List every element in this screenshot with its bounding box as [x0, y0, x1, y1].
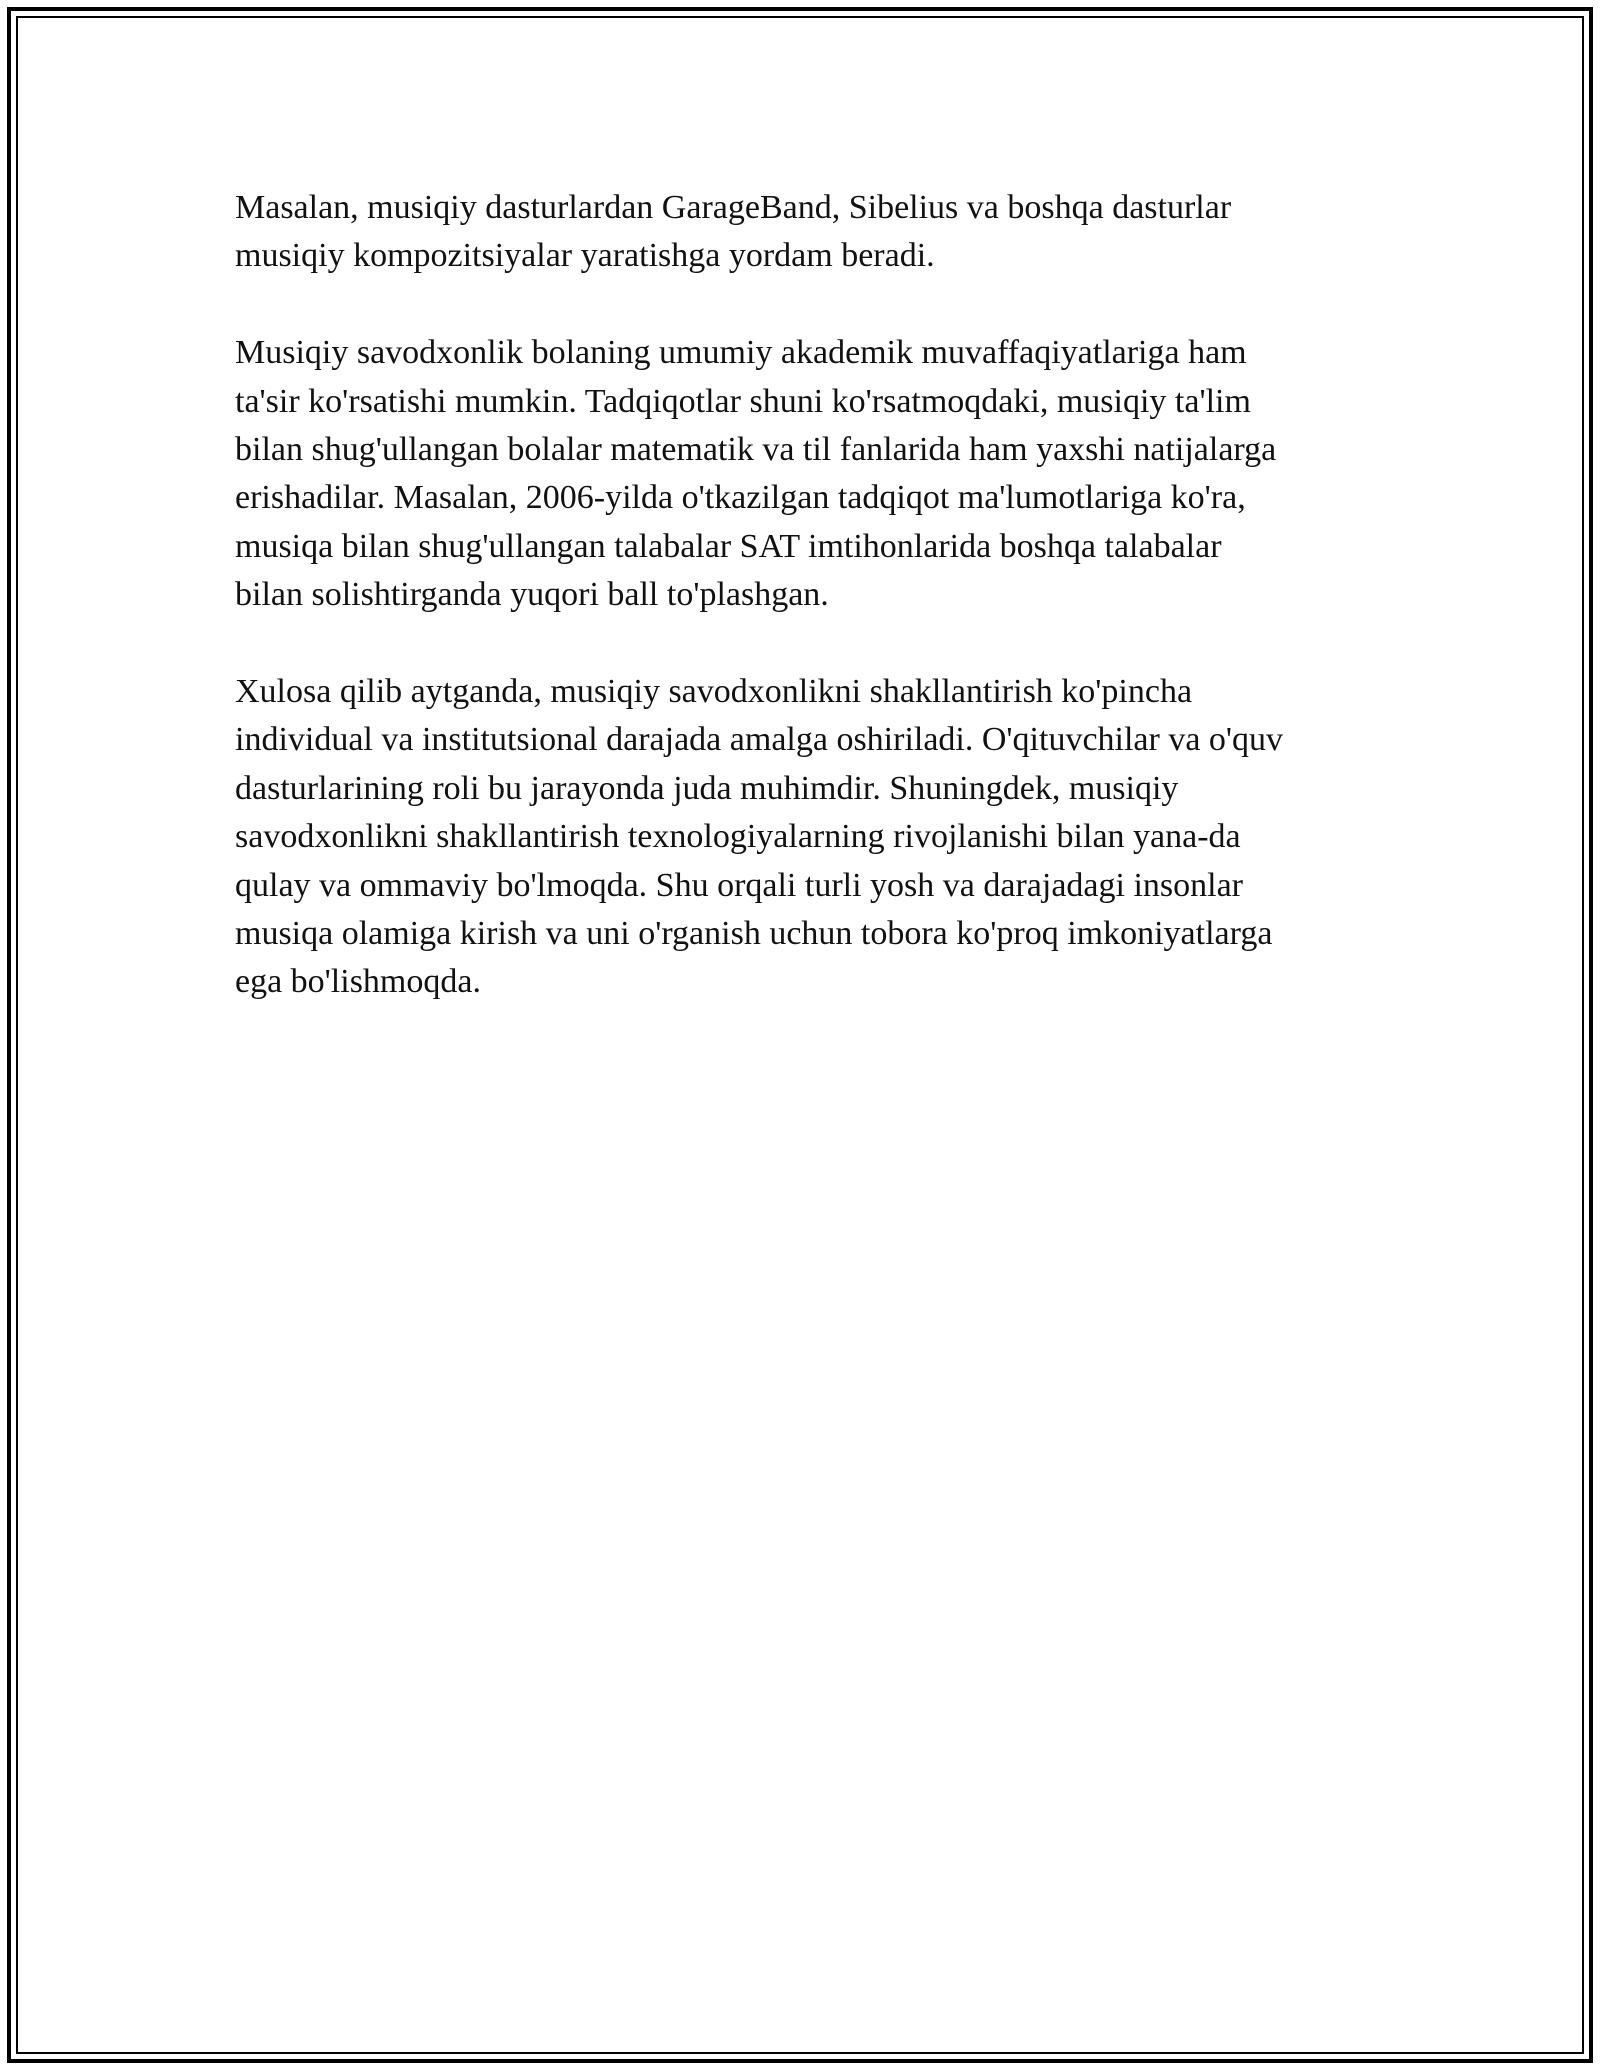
text-line: ta'sir ko'rsatishi mumkin. Tadqiqotlar shuni ko'rsatmoqdaki, musiqiy ta'lim [235, 382, 1251, 420]
text-line: Xulosa qilib aytganda, musiqiy savodxonlikni shakllantirish ko'pincha [235, 673, 1193, 711]
text-line: erishadilar. Masalan, 2006-yilda o'tkazilgan tadqiqot ma'lumotlariga ko'ra, [235, 479, 1246, 517]
text-line: dasturlarining roli bu jarayonda juda muhimdir. Shuningdek, musiqiy [235, 769, 1179, 807]
paragraph-1 [235, 184, 1395, 281]
text-line: bilan shug'ullangan bolalar matematik va til fanlarida ham yaxshi natijalarga [235, 431, 1277, 469]
text-line: musiqa bilan shug'ullangan talabalar SAT imtihonlarida boshqa talabalar [235, 527, 1222, 565]
text-line: Musiqiy savodxonlik bolaning umumiy akademik muvaffaqiyatlariga ham [235, 334, 1247, 372]
text-line: individual va institutsional darajada amalga oshiriladi. O'qituvchilar va o'quv [235, 721, 1284, 759]
text-line: qulay va ommaviy bo'lmoqda. Shu orqali turli yosh va darajadagi insonlar [235, 866, 1243, 904]
text-line: bilan solishtirganda yuqori ball to'plashgan. [235, 576, 829, 614]
text-line: ega bo'lishmoqda. [235, 963, 481, 1001]
paragraph-2 [235, 329, 1395, 619]
document-body [235, 184, 1395, 1055]
text-line: Masalan, musiqiy dasturlardan GarageBand, Sibelius va boshqa dasturlar [235, 189, 1232, 226]
paragraph-3 [235, 668, 1395, 1007]
text-line: savodxonlikni shakllantirish texnologiyalarning rivojlanishi bilan yana-da [235, 818, 1241, 856]
text-line: musiqiy kompozitsiyalar yaratishga yordam beradi. [235, 237, 935, 275]
text-line: musiqa olamiga kirish va uni o'rganish uchun tobora ko'proq imkoniyatlarga [235, 915, 1273, 953]
